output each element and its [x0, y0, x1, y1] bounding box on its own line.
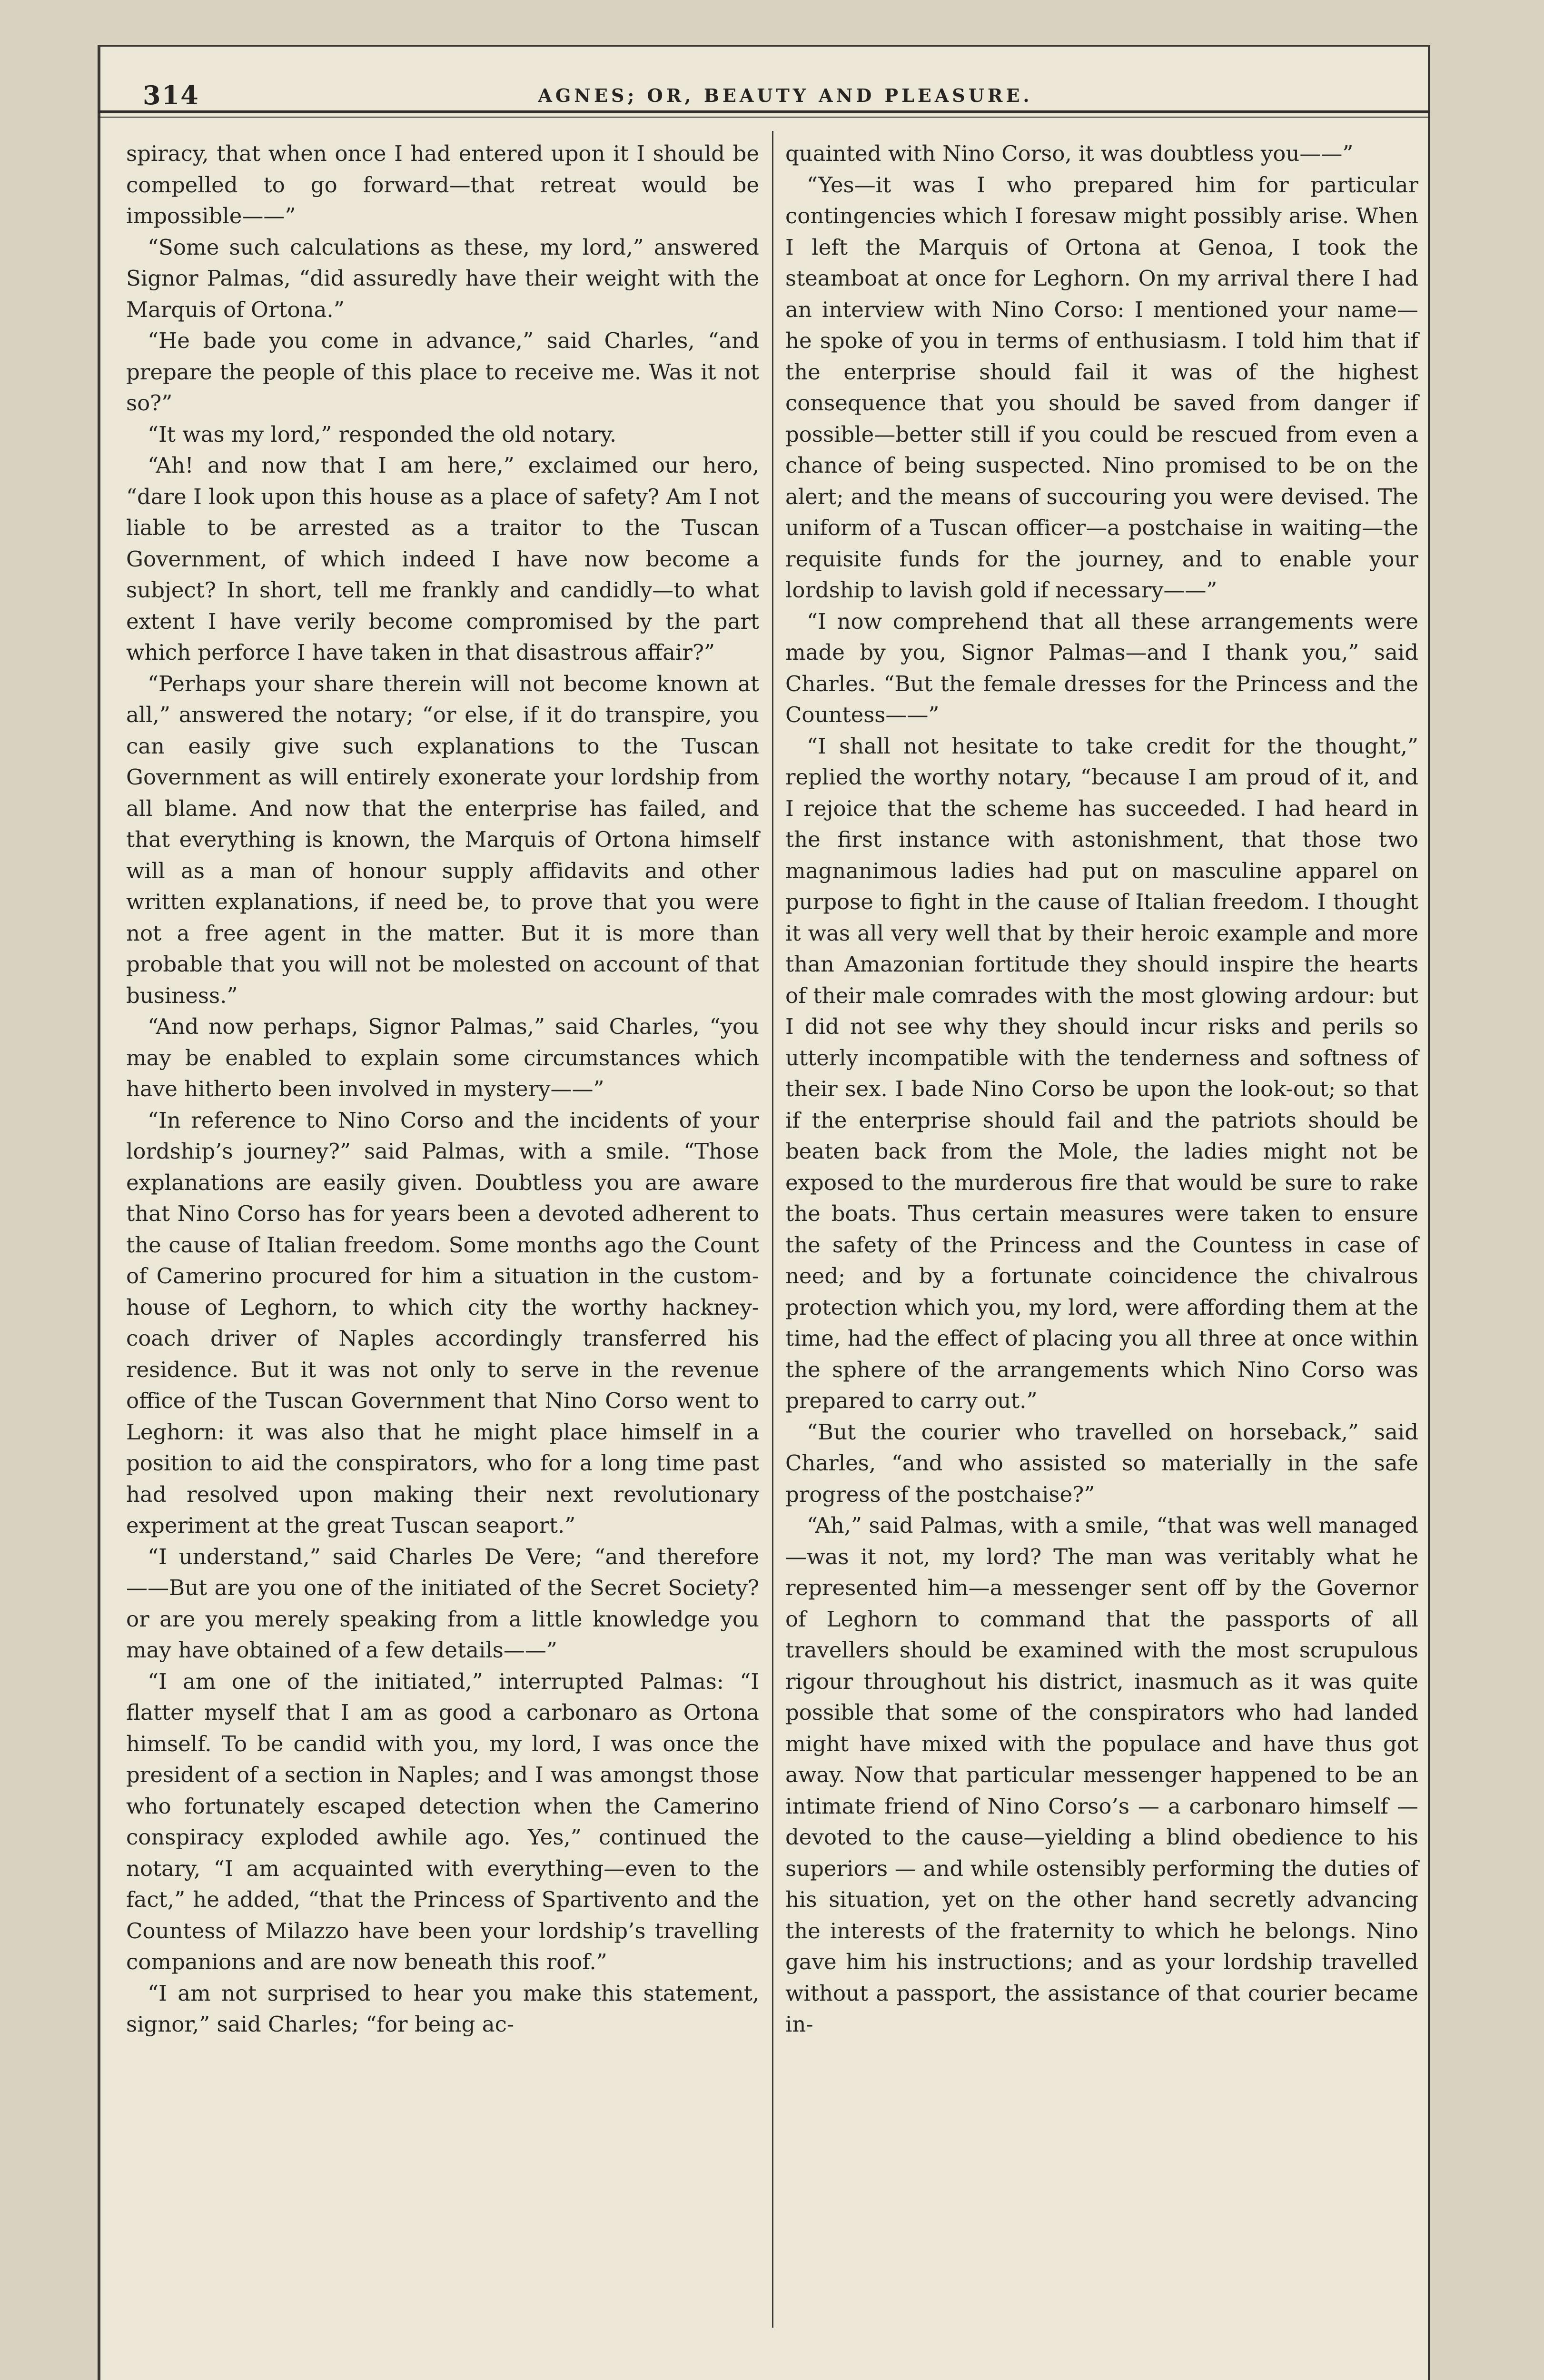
header-rule: [98, 110, 1430, 113]
left-column: [126, 138, 759, 2040]
paragraph: “He bade you come in advance,” said Charles, “and prepare the people of this place to receive me. Was it not so?”: [126, 328, 759, 416]
paragraph: “And now perhaps, Signor Palmas,” said Charles, “you may be enabled to explain some circumstances which have hitherto been involved in mystery——”: [126, 1014, 759, 1101]
paragraph: “Yes—it was I who prepared him for particular contingencies which I foresaw might possibly arise. When I left the Marquis of Ortona at Genoa, I took the steamboat at once for Leghorn. On my arrival there I had an interview with Nino Corso: I mentioned your name—he spoke of you in terms of enthusiasm. I told him that if the enterprise should fail it was of the highest consequence that you should be saved from danger if possible—better still if you could be rescued from even a chance of being suspected. Nino promised to be on the alert; and the means of succouring you were devised. The uniform of a Tuscan officer—a postchaise in waiting—the requisite funds for the journey, and to enable your lordship to lavish gold if necessary——”: [785, 172, 1418, 603]
paragraph: “Some such calculations as these, my lord,” answered Signor Palmas, “did assuredly have their weight with the Marquis of Ortona.”: [126, 234, 759, 322]
paragraph: “But the courier who travelled on horseback,” said Charles, “and who assisted so materially in the safe progress of the postchaise?”: [785, 1419, 1418, 1507]
paragraph: “I am one of the initiated,” interrupted Palmas: “I flatter myself that I am as good a carbonaro as Ortona himself. To be candid with you, my lord, I was once the president of a section in Naples; and I was amongst those who fortunately escaped detection when the Camerino conspiracy exploded awhile ago. Yes,” continued the notary, “I am acquainted with everything—even to the fact,” he added, “that the Princess of Spartivento and the Countess of Milazzo have been your lordship’s travelling companions and are now beneath this roof.”: [126, 1668, 759, 1974]
paragraph: “It was my lord,” responded the old notary.: [148, 421, 617, 447]
paragraph: quainted with Nino Corso, it was doubtless you——”: [785, 141, 1354, 166]
paragraph: “I understand,” said Charles De Vere; “and therefore——But are you one of the initiated of the Secret Society? or are you merely speaking from a little knowledge you may have obtained of a few details——”: [126, 1544, 759, 1663]
header-rule-thin: [98, 117, 1430, 118]
page-number: 314: [143, 80, 199, 110]
paragraph: “I shall not hesitate to take credit for the thought,” replied the worthy notary, “because I am proud of it, and I rejoice that the scheme has succeeded. I had heard in the first instance with astonishment, that those two magnanimous ladies had put on masculine apparel on purpose to fight in the cause of Italian freedom. I thought it was all very well that by their heroic example and more than Amazonian fortitude they should inspire the hearts of their male comrades with the most glowing ardour: but I did not see why they should incur risks and perils so utterly incompatible with the tenderness and softness of their sex. I bade Nino Corso be upon the look-out; so that if the enterprise should fail and the patriots should be beaten back from the Mole, the ladies might not be exposed to the murderous fire that would be sure to rake the boats. Thus certain measures were taken to ensure the safety of the Princess and the Countess in case of need; and by a fortunate coincidence the chivalrous protection which you, my lord, were affording them at the time, had the effect of placing you all three at once within the sphere of the arrangements which Nino Corso was prepared to carry out.”: [785, 733, 1418, 1413]
paragraph: spiracy, that when once I had entered upon it I should be compelled to go forward—that retreat would be impossible——”: [126, 141, 759, 228]
paragraph: “Perhaps your share therein will not become known at all,” answered the notary; “or else, if it do transpire, you can easily give such explanations to the Tuscan Government as will entirely exonerate your lordship from all blame. And now that the enterprise has failed, and that everything is known, the Marquis of Ortona himself will as a man of honour supply affidavits and other written explanations, if need be, to prove that you were not a free agent in the matter. But it is more than probable that you will not be molested on account of that business.”: [126, 671, 759, 1008]
running-title: AGNES; OR, BEAUTY AND PLEASURE.: [538, 85, 1033, 106]
column-divider: [772, 131, 773, 2328]
paragraph: “Ah,” said Palmas, with a smile, “that was well managed—was it not, my lord? The man was veritably what he represented him—a messenger sent off by the Governor of Leghorn to command that the passports of all travellers should be examined with the most scrupulous rigour throughout his district, inasmuch as it was quite possible that some of the conspirators who had landed might have mixed with the populace and have thus got away. Now that particular messenger happened to be an intimate friend of Nino Corso’s — a carbonaro himself — devoted to the cause—yielding a blind obedience to his superiors — and while ostensibly performing the duties of his situation, yet on the other hand secretly advancing the interests of the fraternity to which he belongs. Nino gave him his instructions; and as your lordship travelled without a passport, the assistance of that courier became in-: [785, 1513, 1418, 2037]
paragraph: “I now comprehend that all these arrangements were made by you, Signor Palmas—and I thank you,” said Charles. “But the female dresses for the Princess and the Countess——”: [785, 608, 1418, 727]
paragraph: “I am not surprised to hear you make this statement, signor,” said Charles; “for being ac-: [126, 1980, 759, 2037]
paragraph: “In reference to Nino Corso and the incidents of your lordship’s journey?” said Palmas, with a smile. “Those explanations are easily given. Doubtless you are aware that Nino Corso has for years been a devoted adherent to the cause of Italian freedom. Some months ago the Count of Camerino procured for him a situation in the custom-house of Leghorn, to which city the worthy hackney-coach driver of Naples accordingly transferred his residence. But it was not only to serve in the revenue office of the Tuscan Government that Nino Corso went to Leghorn: it was also that he might place himself in a position to aid the conspirators, who for a long time past had resolved upon making their next revolutionary experiment at the great Tuscan seaport.”: [126, 1107, 759, 1538]
right-column: [785, 138, 1418, 2040]
paragraph: “Ah! and now that I am here,” exclaimed our hero, “dare I look upon this house as a place of safety? Am I not liable to be arrested as a traitor to the Tuscan Government, of which indeed I have now become a subject? In short, tell me frankly and candidly—to what extent I have verily become compromised by the part which perforce I have taken in that disastrous affair?”: [126, 453, 759, 665]
